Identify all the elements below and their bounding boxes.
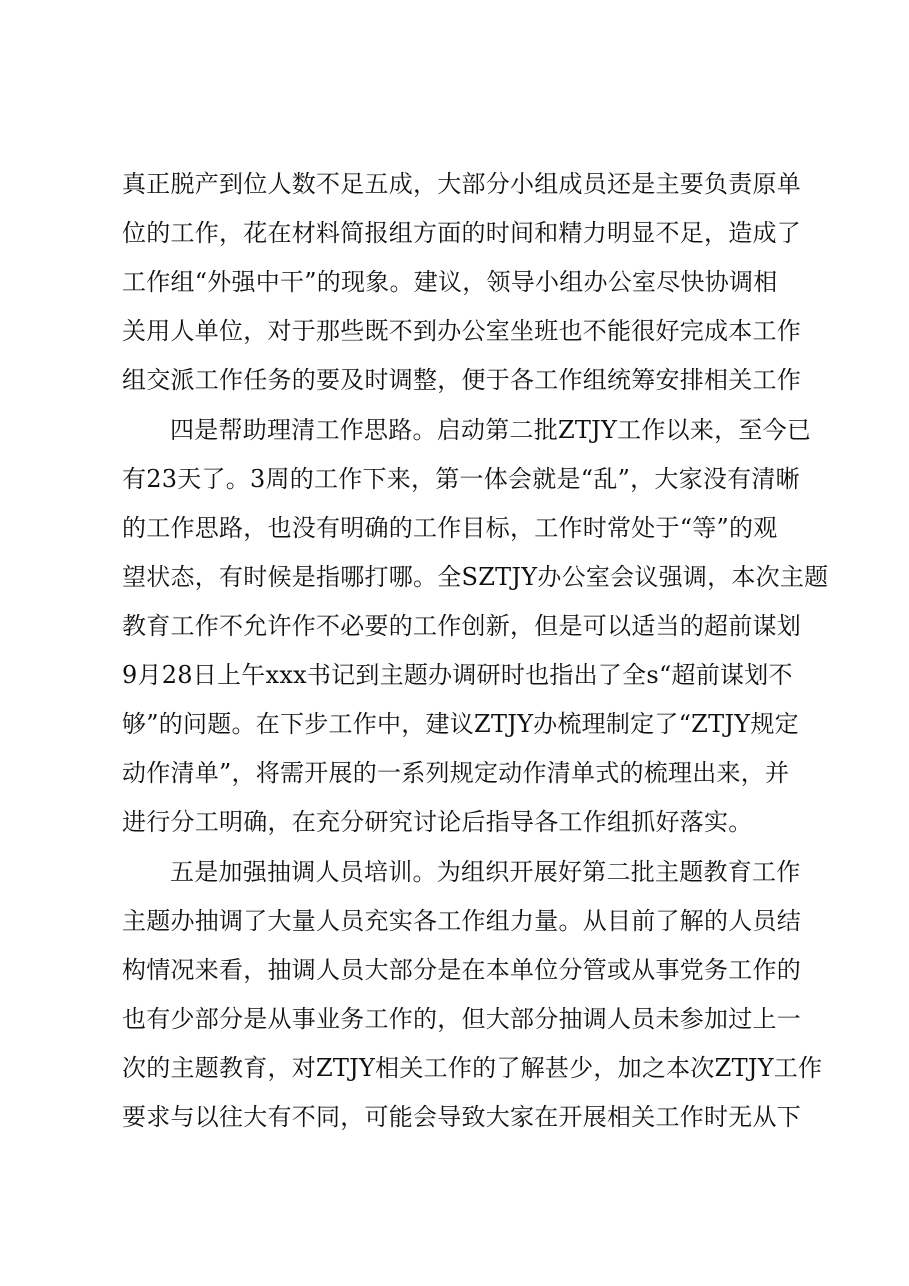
text-line: 教育工作不允许作不必要的工作创新，但是可以适当的超前谋划 [122,612,801,640]
text-line: 9月28日上午xxx书记到主题办调研时也指出了全s“超前谋划不 [122,661,793,689]
text-line: 有23天了。3周的工作下来，第一体会就是“乱”，大家没有清晰 [122,465,800,493]
text-line: 要求与以往大有不同，可能会导致大家在开展相关工作时无从下 [122,1103,801,1131]
text-line: 动作清单”，将需开展的一系列规定动作清单式的梳理出来，并 [122,759,790,787]
paragraph-start-line: 五是加强抽调人员培训。为组织开展好第二批主题教育工作 [170,858,801,886]
text-line: 也有少部分是从事业务工作的，但大部分抽调人员未参加过上一 [122,1005,801,1033]
text-line: 组交派工作任务的要及时调整，便于各工作组统筹安排相关工作 [122,366,801,394]
text-line: 够”的问题。在下步工作中，建议ZTJY办梳理制定了“ZTJY规定 [122,710,799,738]
paragraph-start-line: 四是帮助理清工作思路。启动第二批ZTJY工作以来，至今已 [170,416,812,444]
text-line: 主题办抽调了大量人员充实各工作组力量。从目前了解的人员结 [122,907,801,935]
text-line: 的工作思路，也没有明确的工作目标，工作时常处于“等”的观 [122,514,778,542]
text-line: 构情况来看，抽调人员大部分是在本单位分管或从事党务工作的 [122,956,801,984]
text-line: 望状态，有时候是指哪打哪。全SZTJY办公室会议强调，本次主题 [122,563,829,591]
text-line: 真正脱产到位人数不足五成，大部分小组成员还是主要负责原单 [122,170,801,198]
text-line: 关用人单位，对于那些既不到办公室坐班也不能很好完成本工作 [122,317,801,345]
text-line: 工作组“外强中干”的现象。建议，领导小组办公室尽快协调相 [122,268,778,296]
text-line: 位的工作，花在材料简报组方面的时间和精力明显不足，造成了 [122,219,801,247]
text-line: 进行分工明确，在充分研究讨论后指导各工作组抓好落实。 [122,808,753,836]
text-line: 次的主题教育，对ZTJY相关工作的了解甚少，加之本次ZTJY工作 [122,1054,823,1082]
